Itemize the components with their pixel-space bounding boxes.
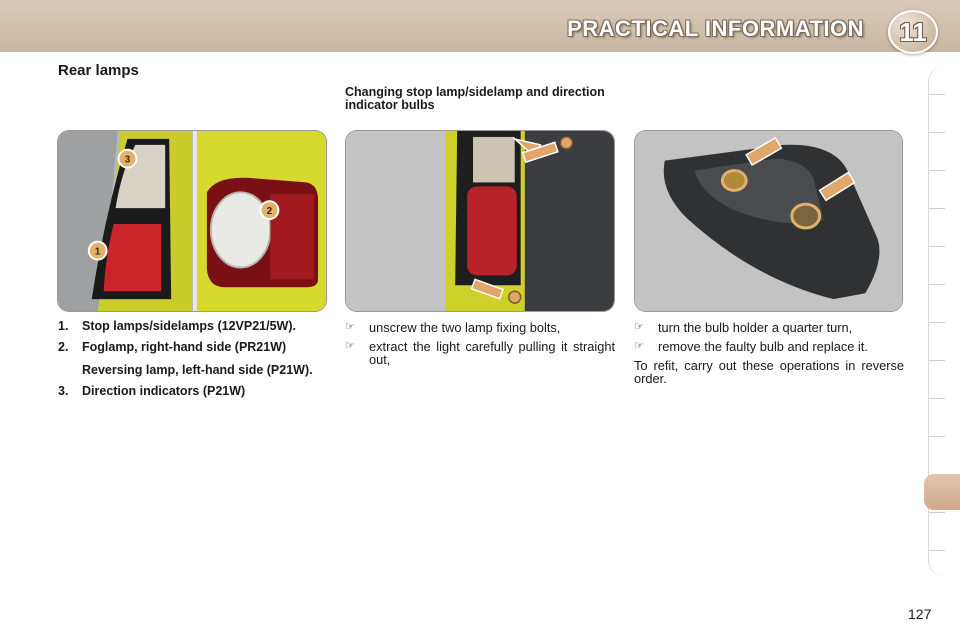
- side-tab-divider: [929, 360, 945, 361]
- bulb-holder-icon: [792, 204, 820, 228]
- side-tab-divider: [929, 512, 945, 513]
- side-tab-divider: [929, 284, 945, 285]
- instruction-text: remove the faulty bulb and replace it.: [658, 339, 868, 354]
- list-item: [58, 385, 328, 398]
- instruction-item: [634, 340, 904, 353]
- side-tab-divider: [929, 132, 945, 133]
- list-item-body: [82, 341, 328, 377]
- instructions-right: [634, 321, 904, 385]
- side-tab-divider: [929, 94, 945, 95]
- instructions-middle: [345, 321, 615, 372]
- instruction-text: extract the light carefully pulling it straight out,: [369, 339, 615, 367]
- pointing-hand-icon: ☞: [345, 321, 355, 333]
- side-tab-divider: [929, 436, 945, 437]
- instruction-text: unscrew the two lamp fixing bolts,: [369, 320, 561, 335]
- page-number: 127: [908, 606, 932, 622]
- list-item-text: Foglamp, right-hand side (PR21W): [82, 340, 287, 354]
- refit-note: To refit, carry out these operations in reverse order.: [634, 358, 904, 386]
- list-item: [58, 320, 328, 333]
- callout-label-3: 3: [124, 154, 131, 166]
- chapter-title: PRACTICAL INFORMATION: [567, 16, 864, 41]
- list-item-number: 1.: [58, 319, 69, 333]
- photo-rear-lamps: [57, 130, 327, 312]
- chapter-number-badge: 11: [888, 10, 938, 54]
- side-tab-divider: [929, 246, 945, 247]
- side-tab-active[interactable]: [924, 474, 960, 510]
- list-item-number: 2.: [58, 340, 69, 354]
- instruction-item: [345, 321, 615, 334]
- pointing-hand-icon: ☞: [634, 321, 644, 333]
- list-item-text: Stop lamps/sidelamps (12VP21/5W).: [82, 319, 296, 333]
- list-item-number: 3.: [58, 384, 69, 398]
- photo-bulb-holders: [634, 130, 903, 312]
- pointing-hand-icon: ☞: [345, 340, 355, 352]
- list-item-extra: Reversing lamp, left-hand side (P21W).: [82, 363, 313, 377]
- sub-title: Changing stop lamp/sidelamp and direction indicator bulbs: [345, 85, 605, 112]
- callout-label-2: 2: [266, 206, 273, 218]
- section-title: Rear lamps: [58, 62, 139, 79]
- list-item: [58, 341, 328, 377]
- instruction-item: [345, 340, 615, 366]
- bolt-highlight-icon: [509, 291, 521, 303]
- callout-label-1: 1: [94, 246, 101, 258]
- side-tab-divider: [929, 208, 945, 209]
- pointing-hand-icon: ☞: [634, 340, 644, 352]
- instruction-item: [634, 321, 904, 334]
- bolt-highlight-icon: [560, 137, 572, 149]
- instruction-text: turn the bulb holder a quarter turn,: [658, 320, 853, 335]
- photo-lamp-fixing-bolts: [345, 130, 615, 312]
- bulb-holder-icon: [722, 171, 746, 191]
- side-tab-divider: [929, 322, 945, 323]
- side-tab-divider: [929, 170, 945, 171]
- lamp-list: [58, 320, 328, 406]
- list-item-text: Direction indicators (P21W): [82, 384, 246, 398]
- side-tab-divider: [929, 398, 945, 399]
- side-tab-divider: [929, 550, 945, 551]
